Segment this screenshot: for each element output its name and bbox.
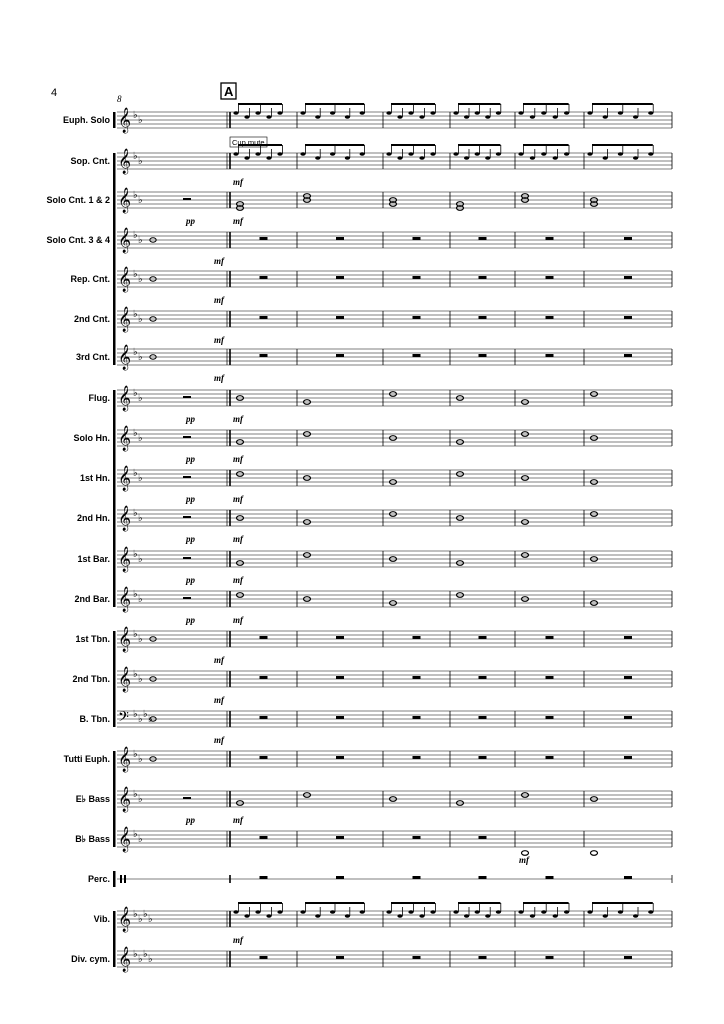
whole-rest: [260, 276, 268, 279]
flat-icon: ♭: [133, 468, 138, 479]
system-bracket: [113, 631, 116, 727]
treble-clef-icon: 𝄞: [118, 228, 132, 253]
flat-icon: ♭: [133, 269, 138, 280]
staff-label: Sop. Cnt.: [70, 156, 110, 166]
whole-rest: [336, 316, 344, 319]
whole-rest: [413, 636, 421, 639]
flat-icon: ♭: [138, 115, 143, 126]
whole-rest: [546, 716, 554, 719]
dynamic-marking: mf: [233, 494, 243, 504]
whole-rest: [336, 756, 344, 759]
whole-rest: [624, 354, 632, 357]
system-bracket: [113, 390, 116, 607]
flat-icon: ♭: [133, 789, 138, 800]
whole-rest: [336, 836, 344, 839]
treble-clef-icon: 𝄞: [118, 188, 132, 213]
rehearsal-box: [221, 83, 236, 99]
whole-rest: [336, 237, 344, 240]
flat-icon: ♭: [138, 954, 143, 965]
whole-rest: [413, 676, 421, 679]
whole-rest: [479, 676, 487, 679]
whole-rest: [336, 276, 344, 279]
dynamic-marking: mf: [233, 815, 243, 825]
whole-rest: [413, 316, 421, 319]
flat-icon: ♭: [133, 388, 138, 399]
flat-icon: ♭: [133, 309, 138, 320]
whole-rest: [413, 716, 421, 719]
whole-rest: [624, 876, 632, 879]
bass-clef-icon: 𝄢: [118, 709, 129, 729]
flat-icon: ♭: [138, 754, 143, 765]
dynamic-marking: mf: [233, 575, 243, 585]
whole-rest: [336, 676, 344, 679]
whole-rest: [546, 237, 554, 240]
dynamic-marking: mf: [233, 534, 243, 544]
system-bracket: [113, 911, 116, 967]
flat-icon: ♭: [133, 709, 138, 720]
flat-icon: ♭: [138, 634, 143, 645]
flat-icon: ♭: [133, 110, 138, 121]
whole-rest: [624, 316, 632, 319]
whole-rest: [479, 756, 487, 759]
system-bracket: [113, 112, 116, 128]
flat-icon: ♭: [148, 954, 153, 965]
whole-rest: [336, 636, 344, 639]
dynamic-marking: mf: [233, 615, 243, 625]
whole-rest: [260, 956, 268, 959]
staff-label: E♭ Bass: [75, 794, 110, 804]
whole-rest: [260, 354, 268, 357]
treble-clef-icon: 𝄞: [118, 426, 132, 451]
whole-rest: [479, 316, 487, 319]
flat-icon: ♭: [133, 909, 138, 920]
flat-icon: ♭: [148, 714, 153, 725]
whole-rest: [546, 956, 554, 959]
dynamic-marking: mf: [233, 454, 243, 464]
whole-rest: [624, 237, 632, 240]
dynamic-marking: mf: [214, 735, 224, 745]
flat-icon: ♭: [133, 949, 138, 960]
dynamic-marking: pp: [186, 815, 195, 825]
treble-clef-icon: 𝄞: [118, 345, 132, 370]
staff-label: 1st Bar.: [77, 554, 110, 564]
treble-clef-icon: 𝄞: [118, 267, 132, 292]
whole-rest: [624, 636, 632, 639]
flat-icon: ♭: [143, 709, 148, 720]
flat-icon: ♭: [133, 629, 138, 640]
whole-rest: [413, 354, 421, 357]
whole-rest: [546, 316, 554, 319]
whole-rest: [624, 956, 632, 959]
staff-label: 3rd Cnt.: [75, 352, 110, 362]
dynamic-marking: pp: [186, 414, 195, 424]
flat-icon: ♭: [138, 314, 143, 325]
whole-rest: [336, 876, 344, 879]
dynamic-marking: mf: [214, 295, 224, 305]
flat-icon: ♭: [133, 669, 138, 680]
staff-label: Solo Cnt. 3 & 4: [46, 235, 110, 245]
dynamic-marking: mf: [214, 373, 224, 383]
whole-rest: [336, 716, 344, 719]
measure-number: 8: [117, 94, 122, 104]
whole-rest: [479, 716, 487, 719]
whole-rest: [624, 756, 632, 759]
treble-clef-icon: 𝄞: [118, 466, 132, 491]
treble-clef-icon: 𝄞: [118, 149, 132, 174]
flat-icon: ♭: [138, 274, 143, 285]
whole-note: [591, 851, 598, 856]
dynamic-marking: mf: [233, 177, 243, 187]
whole-rest: [260, 676, 268, 679]
whole-rest: [260, 876, 268, 879]
flat-icon: ♭: [133, 829, 138, 840]
technique-text: Cup mute: [232, 138, 265, 147]
staff-label: Div. cym.: [71, 954, 110, 964]
whole-rest: [624, 716, 632, 719]
staff-label: Euph. Solo: [63, 115, 110, 125]
treble-clef-icon: 𝄞: [118, 547, 132, 572]
flat-icon: ♭: [138, 352, 143, 363]
whole-rest: [413, 956, 421, 959]
treble-clef-icon: 𝄞: [118, 506, 132, 531]
staff: [75, 826, 597, 855]
flat-icon: ♭: [133, 151, 138, 162]
whole-rest: [479, 636, 487, 639]
treble-clef-icon: 𝄞: [118, 667, 132, 692]
staff-label: Tutti Euph.: [63, 754, 110, 764]
flat-icon: ♭: [143, 949, 148, 960]
treble-clef-icon: 𝄞: [118, 307, 132, 332]
dynamic-marking: mf: [214, 695, 224, 705]
whole-rest: [624, 676, 632, 679]
system-bracket: [113, 153, 116, 365]
flat-icon: ♭: [138, 513, 143, 524]
treble-clef-icon: 𝄞: [118, 747, 132, 772]
treble-clef-icon: 𝄞: [118, 947, 132, 972]
whole-rest: [260, 836, 268, 839]
staff-label: B♭ Bass: [75, 834, 110, 844]
dynamic-marking: pp: [186, 615, 195, 625]
flat-icon: ♭: [143, 909, 148, 920]
flat-icon: ♭: [133, 508, 138, 519]
treble-clef-icon: 𝄞: [118, 787, 132, 812]
whole-rest: [413, 237, 421, 240]
flat-icon: ♭: [138, 156, 143, 167]
treble-clef-icon: 𝄞: [118, 108, 132, 133]
whole-rest: [546, 354, 554, 357]
staff-label: Vib.: [93, 914, 110, 924]
system-bracket: [113, 751, 116, 847]
flat-icon: ♭: [138, 195, 143, 206]
page-number: 4: [51, 87, 58, 99]
flat-icon: ♭: [133, 428, 138, 439]
staff-label: 1st Tbn.: [75, 634, 110, 644]
system-bracket: [113, 871, 116, 887]
staff-systems: [46, 104, 672, 972]
dynamic-marking: mf: [233, 414, 243, 424]
whole-rest: [260, 237, 268, 240]
treble-clef-icon: 𝄞: [118, 627, 132, 652]
flat-icon: ♭: [133, 549, 138, 560]
dynamic-marking: mf: [519, 855, 529, 865]
dynamic-marking: mf: [233, 216, 243, 226]
whole-rest: [413, 876, 421, 879]
dynamic-marking: pp: [186, 454, 195, 464]
staff-label: Solo Cnt. 1 & 2: [46, 195, 110, 205]
dynamic-marking: pp: [186, 216, 195, 226]
whole-rest: [260, 716, 268, 719]
staff-label: 2nd Cnt.: [74, 314, 110, 324]
whole-rest: [546, 876, 554, 879]
dynamic-marking: pp: [186, 575, 195, 585]
whole-rest: [260, 636, 268, 639]
whole-rest: [260, 316, 268, 319]
staff-label: B. Tbn.: [79, 714, 110, 724]
dynamic-marking: mf: [233, 935, 243, 945]
dynamic-marking: pp: [186, 494, 195, 504]
whole-rest: [479, 956, 487, 959]
flat-icon: ♭: [133, 749, 138, 760]
staff-label: Rep. Cnt.: [70, 274, 110, 284]
flat-icon: ♭: [138, 594, 143, 605]
treble-clef-icon: 𝄞: [118, 386, 132, 411]
flat-icon: ♭: [133, 230, 138, 241]
whole-rest: [546, 756, 554, 759]
staff-label: 2nd Bar.: [74, 594, 110, 604]
whole-rest: [479, 276, 487, 279]
dynamic-marking: pp: [186, 534, 195, 544]
dynamic-marking: mf: [214, 655, 224, 665]
flat-icon: ♭: [138, 834, 143, 845]
whole-rest: [479, 876, 487, 879]
flat-icon: ♭: [133, 347, 138, 358]
staff-label: Perc.: [87, 874, 110, 884]
flat-icon: ♭: [148, 914, 153, 925]
whole-rest: [479, 354, 487, 357]
flat-icon: ♭: [133, 589, 138, 600]
staff-label: 1st Hn.: [79, 473, 110, 483]
flat-icon: ♭: [138, 674, 143, 685]
whole-rest: [546, 636, 554, 639]
treble-clef-icon: 𝄞: [118, 907, 132, 932]
whole-rest: [479, 237, 487, 240]
whole-rest: [336, 956, 344, 959]
staff-label: 2nd Hn.: [77, 513, 110, 523]
flat-icon: ♭: [138, 554, 143, 565]
treble-clef-icon: 𝄞: [118, 587, 132, 612]
dynamic-marking: mf: [214, 335, 224, 345]
flat-icon: ♭: [138, 473, 143, 484]
whole-rest: [624, 276, 632, 279]
whole-rest: [546, 276, 554, 279]
staff-label: Solo Hn.: [73, 433, 110, 443]
whole-rest: [413, 836, 421, 839]
whole-rest: [479, 836, 487, 839]
whole-rest: [546, 676, 554, 679]
whole-rest: [260, 756, 268, 759]
rehearsal-mark: A: [224, 84, 234, 99]
flat-icon: ♭: [138, 433, 143, 444]
flat-icon: ♭: [138, 714, 143, 725]
flat-icon: ♭: [138, 794, 143, 805]
flat-icon: ♭: [138, 914, 143, 925]
flat-icon: ♭: [133, 190, 138, 201]
staff-label: Flug.: [88, 393, 110, 403]
staff-label: 2nd Tbn.: [72, 674, 110, 684]
whole-rest: [413, 756, 421, 759]
whole-rest: [336, 354, 344, 357]
flat-icon: ♭: [138, 393, 143, 404]
dynamic-marking: mf: [214, 256, 224, 266]
treble-clef-icon: 𝄞: [118, 827, 132, 852]
whole-rest: [413, 276, 421, 279]
flat-icon: ♭: [138, 235, 143, 246]
